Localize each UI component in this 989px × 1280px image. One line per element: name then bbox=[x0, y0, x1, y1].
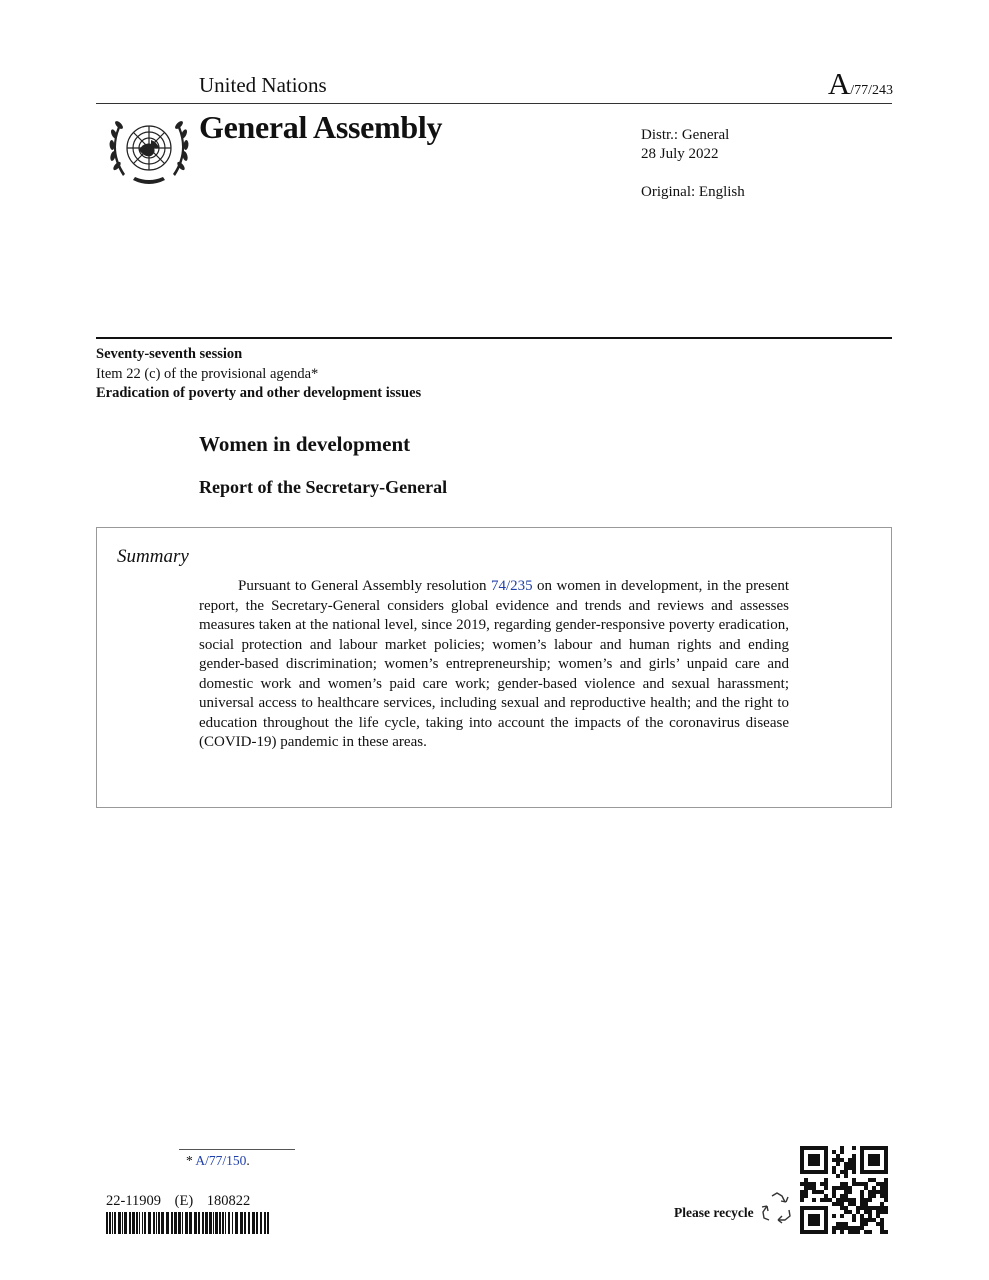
organization-name: United Nations bbox=[199, 73, 327, 97]
please-recycle-label: Please recycle bbox=[674, 1205, 754, 1220]
distribution-block bbox=[641, 126, 729, 164]
document-symbol bbox=[828, 66, 893, 102]
summary-text-rest: on women in development, in the present report, the Secretary-General considers global evidence and trends and reviews and assesses measures taken at the national level, since 2019, regarding gender-responsive poverty eradication, social protection and labour market policies; women’s labour and human rights and ending gender-based discrimination; women’s entrepreneurship; women’s and girls’ unpaid care and domestic work and women’s paid care work; gender-based violence and sexual harassment; universal access to healthcare services, including sexual and reproductive health; and the right to education throughout the life cycle, taking into account the impacts of the coronavirus disease (COVID-19) pandemic in these areas. bbox=[199, 578, 789, 750]
footnote-link[interactable]: A/77/150 bbox=[195, 1153, 247, 1168]
summary-text-start: Pursuant to General Assembly resolution bbox=[238, 578, 491, 594]
document-date: 28 July 2022 bbox=[641, 146, 719, 162]
barcode-icon bbox=[106, 1212, 270, 1234]
job-number: 22-11909 (E) 180822 bbox=[106, 1193, 251, 1209]
recycle-icon bbox=[760, 1190, 794, 1224]
general-assembly-title: General Assembly bbox=[199, 109, 443, 145]
agenda-item: Item 22 (c) of the provisional agenda* bbox=[96, 365, 319, 382]
session-block bbox=[96, 345, 421, 404]
session-name: Seventy-seventh session bbox=[96, 346, 243, 362]
agenda-item-title: Eradication of poverty and other development issues bbox=[96, 385, 422, 401]
header-rule bbox=[96, 103, 892, 104]
footnote-suffix: . bbox=[246, 1153, 250, 1168]
symbol-letter: A bbox=[827, 66, 851, 101]
resolution-link[interactable]: 74/235 bbox=[490, 578, 533, 594]
document-title: Women in development bbox=[199, 432, 411, 456]
qr-code-icon bbox=[800, 1146, 888, 1234]
symbol-number: /77/243 bbox=[850, 83, 893, 98]
original-language: Original: English bbox=[641, 184, 745, 200]
footnote bbox=[186, 1153, 250, 1169]
summary-paragraph bbox=[199, 577, 789, 753]
distribution-label: Distr.: General bbox=[641, 127, 730, 143]
session-rule bbox=[96, 337, 892, 339]
un-emblem-icon bbox=[103, 110, 195, 190]
footnote-rule bbox=[179, 1149, 295, 1150]
footnote-marker: * bbox=[186, 1153, 193, 1168]
summary-heading: Summary bbox=[117, 546, 189, 567]
document-subtitle: Report of the Secretary-General bbox=[199, 477, 448, 497]
